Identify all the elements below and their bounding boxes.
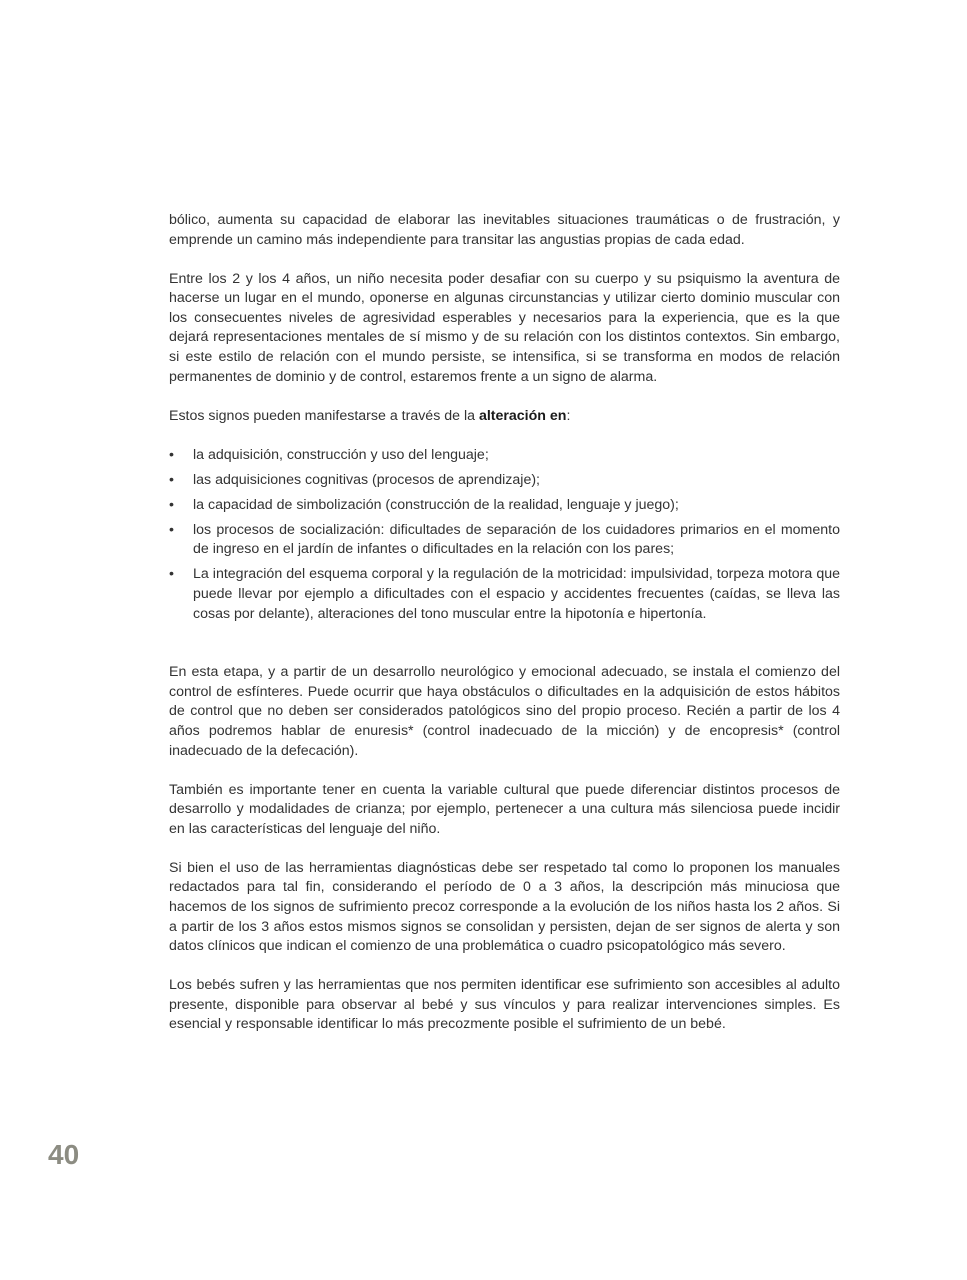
list-item [169,496,840,516]
alteration-list [169,446,840,625]
list-item-text: la adquisición, construcción y uso del lenguaje; [193,446,489,463]
bullet-icon: • [169,496,174,513]
bullet-icon: • [169,446,174,463]
list-item [169,565,840,624]
paragraph-1: bólico, aumenta su capacidad de elaborar las inevitables situaciones traumáticas o de frustración, y emprende un camino más independiente para transitar las angustias propias de cada edad. [169,212,840,248]
paragraph-3 [169,407,840,427]
paragraph-3-prefix: Estos signos pueden manifestarse a través de la [169,407,479,424]
bullet-icon: • [169,471,174,488]
paragraph-3-bold: alteración en [478,407,567,424]
list-item-text: los procesos de socialización: dificultades de separación de los cuidadores primarios en el momento de ingreso en el jardín de infantes o dificultades en la relación con los pares; [193,521,840,558]
list-item [169,471,840,491]
paragraph-2: Entre los 2 y los 4 años, un niño necesita poder desafiar con su cuerpo y su psiquismo la aventura de hacerse un lugar en el mundo, oponerse en algunas circunstancias y utilizar cierto dominio muscular con los consecuentes niveles de agresividad esperables y necesarios para la experiencia, que es la que dejará representaciones mentales de sí mismo y de su relación con los distintos contextos. Sin embargo, si este estilo de relación con el mundo persiste, se intensifica, si se transforma en modos de relación permanentes de dominio y de control, estaremos frente a un signo de alarma. [169,270,840,385]
list-item [169,446,840,466]
list-item-text: La integración del esquema corporal y la regulación de la motricidad: impulsividad, torpeza motora que puede llevar por ejemplo a dificultades con el espacio y accidentes frecuentes (caídas, se lleva las cosas por delante), alteraciones del tono muscular entre la hipotonía e hipertonía. [193,566,840,622]
list-item [169,521,840,560]
paragraph-7: Los bebés sufren y las herramientas que nos permiten identificar ese sufrimiento son accesibles al adulto presente, disponible para observar al bebé y sus vínculos y para realizar intervenciones simples. Es esencial y responsable identificar lo más precozmente posible el sufrimiento de un bebé. [169,977,840,1033]
paragraph-4: En esta etapa, y a partir de un desarrollo neurológico y emocional adecuado, se instala el comienzo del control de esfínteres. Puede ocurrir que haya obstáculos o dificultades en la adquisición de estos hábitos de control que no deben ser considerados patológicos sino del propio proceso. Recién a partir de los 4 años podremos hablar de enuresis* (control inadecuado de la micción) y de encopresis* (control inadecuado de la defecación). [169,664,840,759]
paragraph-3-suffix: : [566,407,571,424]
page-body [169,211,840,1054]
paragraph-6: Si bien el uso de las herramientas diagnósticas debe ser respetado tal como lo proponen los manuales redactados para tal fin, considerando el período de 0 a 3 años, la descripción más minuciosa que hacemos de los signos de sufrimiento precoz corresponde a la evolución de los niños hasta los 2 años. Si a partir de los 3 años estos mismos signos se consolidan y persisten, dejan de ser signos de alerta y son datos clínicos que indican el comienzo de una problemática o cuadro psicopatológico más severo. [169,859,840,955]
bullet-icon: • [169,521,174,538]
list-item-text: la capacidad de simbolización (construcción de la realidad, lenguaje y juego); [193,496,679,513]
page-number: 40 [48,1139,80,1170]
bullet-icon: • [169,566,174,583]
list-item-text: las adquisiciones cognitivas (procesos de aprendizaje); [193,471,540,488]
paragraph-5: También es importante tener en cuenta la variable cultural que puede diferenciar distintos procesos de desarrollo y modalidades de crianza; por ejemplo, pertenecer a una cultura más silenciosa puede incidir en las características del lenguaje del niño. [169,781,840,837]
